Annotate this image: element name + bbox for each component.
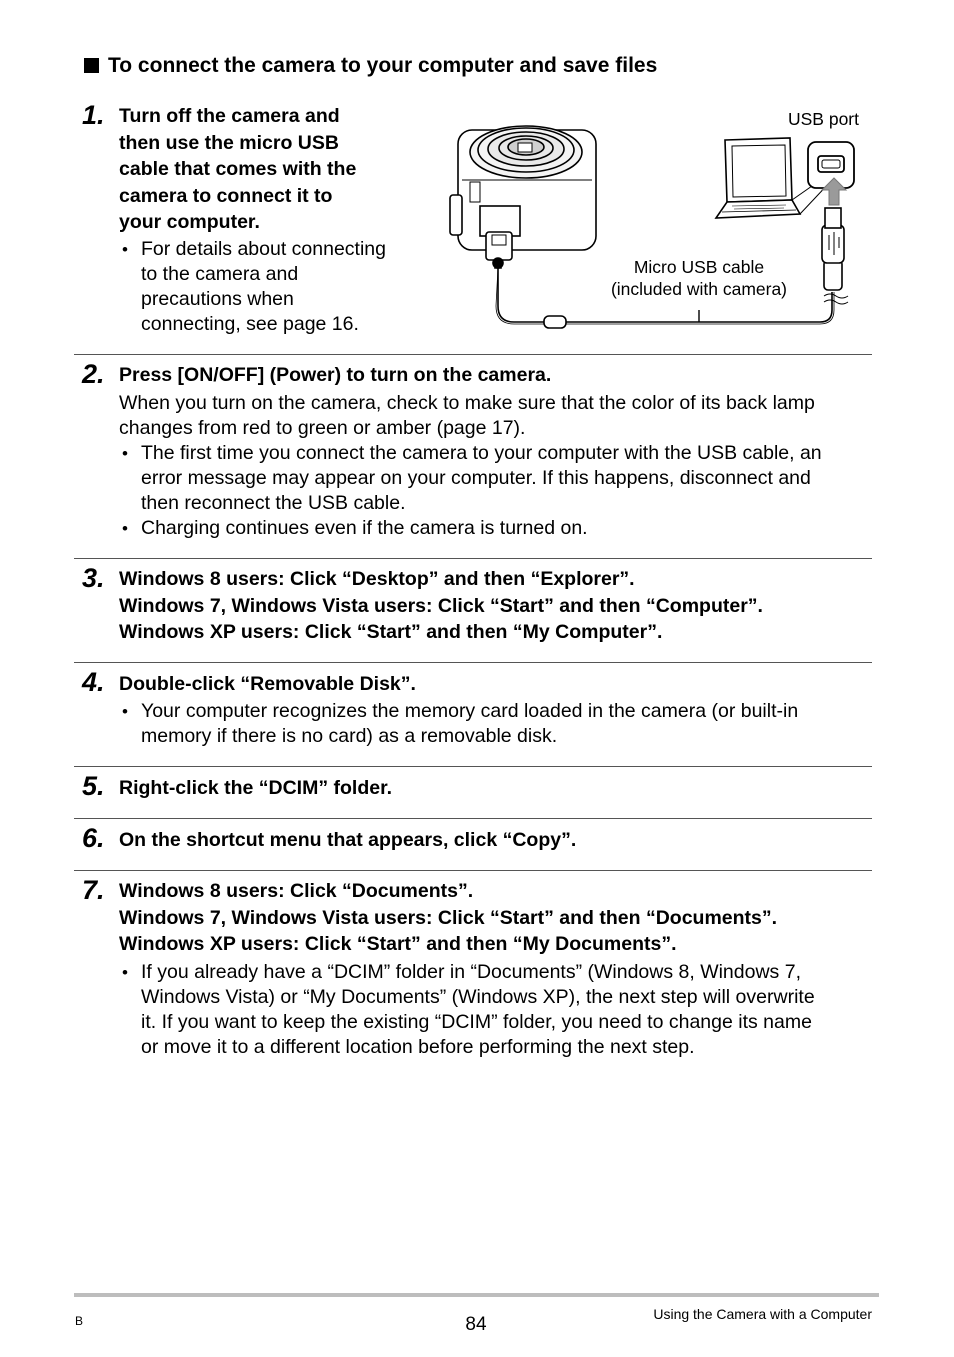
step-4-bullet: • Your computer recognizes the memory card loaded in the camera (or built-in memory if there is no card) as a removable disk. (141, 699, 876, 749)
divider (74, 662, 872, 663)
step-2-title: Press [ON/OFF] (Power) to turn on the camera. (119, 364, 552, 386)
step-1-title: Turn off the camera and then use the micro USB cable that comes with the camera to connect it to your computer. (119, 105, 357, 233)
step-7-bullet: • If you already have a “DCIM” folder in “Documents” (Windows 8, Windows 7, Windows Vista) or “My Documents” (Windows XP), the next step will overwrite it. If you want to keep the existing “DCIM” folder, you need to change its name or move it to a different location before performing the next step. (141, 960, 876, 1060)
step-6-number: 6. (82, 823, 105, 853)
footer-chapter-title: Using the Camera with a Computer (653, 1306, 872, 1322)
black-square-icon (84, 58, 99, 73)
step-4-number: 4. (82, 667, 105, 697)
step-3-title: Windows 8 users: Click “Desktop” and then “Explorer”. Windows 7, Windows Vista users: Click “Start” and then “Computer”. Windows XP users: Click “Start” and then “My Computer”. (119, 568, 763, 643)
section-title: To connect the camera to your computer and save files (84, 54, 657, 78)
step-2-bullet-2: • Charging continues even if the camera is turned on. (141, 516, 876, 541)
step-1-number: 1. (82, 100, 105, 130)
usb-port-label: USB port (788, 109, 859, 129)
step-2-number: 2. (82, 359, 105, 389)
page-number: 84 (465, 1314, 487, 1335)
divider (74, 870, 872, 871)
footer-lang-code: B (75, 1314, 84, 1328)
step-5-number: 5. (82, 771, 105, 801)
step-3-number: 3. (82, 563, 105, 593)
footer-rule (74, 1293, 879, 1297)
step-1-bullet: • For details about connecting to the camera and precautions when connecting, see page 16. (141, 237, 421, 337)
step-6-title: On the shortcut menu that appears, click “Copy”. (119, 829, 577, 851)
step-2-bullet-1: • The first time you connect the camera to your computer with the USB cable, an error message may appear on your computer. If this happens, disconnect and then reconnect the USB cable. (141, 441, 876, 516)
step-2-body: When you turn on the camera, check to make sure that the color of its back lamp changes from red to green or amber (page 17). (119, 392, 815, 439)
step-4-title: Double-click “Removable Disk”. (119, 673, 416, 695)
divider (74, 766, 872, 767)
divider (74, 354, 872, 355)
micro-usb-cable-label: Micro USB cable (included with camera) (610, 257, 788, 299)
divider (74, 558, 872, 559)
step-7-title: Windows 8 users: Click “Documents”. Windows 7, Windows Vista users: Click “Start” and then “Documents”. Windows XP users: Click “Start” and then “My Documents”. (119, 880, 778, 955)
step-7-number: 7. (82, 875, 105, 905)
camera-illustration (450, 126, 596, 268)
step-5-title: Right-click the “DCIM” folder. (119, 777, 393, 799)
divider (74, 818, 872, 819)
